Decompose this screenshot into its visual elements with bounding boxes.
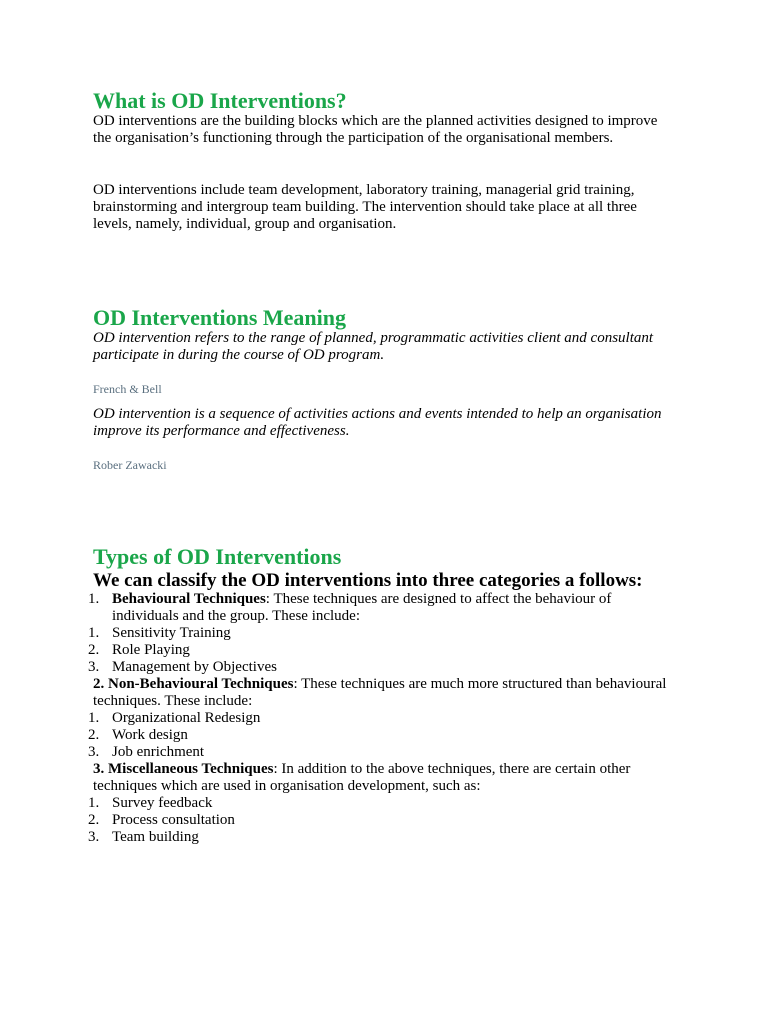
list-item [88,727,676,744]
category-name: 3. Miscellaneous Techniques [93,761,274,777]
list-number: 1. [88,710,100,726]
types-list [88,591,676,846]
list-item [88,744,676,761]
list-number: 2. [88,812,100,828]
list-item [88,829,676,846]
category-name: 2. Non-Behavioural Techniques [93,676,294,692]
list-item [88,710,676,727]
list-number: 3. [88,829,100,845]
list-item [88,795,676,812]
section-title-what-is: What is OD Interventions? [93,88,347,113]
list-item-text: Work design [112,727,188,743]
list-number: 2. [88,727,100,743]
category-description: : These techniques are designed to affect the behaviour of individuals and the group. These include: [112,591,612,624]
list-item-text: Organizational Redesign [112,710,261,726]
category-miscellaneous [93,761,676,795]
category-description: : These techniques are much more structured than behavioural techniques. These include: [93,676,667,709]
list-item-text: Job enrichment [112,744,205,760]
types-subtitle: We can classify the OD interventions into three categories a follows: [93,570,643,591]
category-behavioural [88,591,676,625]
list-item-text: Role Playing [112,642,190,658]
section-title-meaning: OD Interventions Meaning [93,305,346,330]
category-non-behavioural [93,676,676,710]
list-item [88,812,676,829]
list-item [88,625,676,642]
quote-attribution: French & Bell [93,382,162,396]
section-title-types: Types of OD Interventions [93,544,342,569]
list-number: 1. [88,795,100,811]
includes-paragraph: OD interventions include team development, laboratory training, managerial grid training, brainstorming and intergroup team building. The intervention should take place at all three levels, namely, individual, group and organisation. [93,182,637,232]
list-item-text: Survey feedback [112,795,213,811]
list-item [88,659,676,676]
list-number: 1. [88,591,100,607]
list-item-text: Sensitivity Training [112,625,231,641]
category-name: Behavioural Techniques [112,591,266,607]
list-number: 3. [88,744,100,760]
list-number: 1. [88,625,100,641]
quote-french-bell: OD intervention refers to the range of planned, programmatic activities client and consultant participate in during the course of OD program. [93,330,654,363]
category-description: : In addition to the above techniques, there are certain other techniques which are used in organisation development, such as: [93,761,631,794]
list-item [88,642,676,659]
definition-paragraph: OD interventions are the building blocks which are the planned activities designed to improve the organisation’s functioning through the participation of the organisational members. [93,113,658,146]
list-item-text: Team building [112,829,199,845]
list-item-text: Management by Objectives [112,659,277,675]
quote-attribution: Rober Zawacki [93,458,167,472]
list-number: 3. [88,659,100,675]
quote-zawacki: OD intervention is a sequence of activities actions and events intended to help an organisation improve its performance and effectiveness. [93,406,662,439]
list-number: 2. [88,642,100,658]
list-item-text: Process consultation [112,812,235,828]
